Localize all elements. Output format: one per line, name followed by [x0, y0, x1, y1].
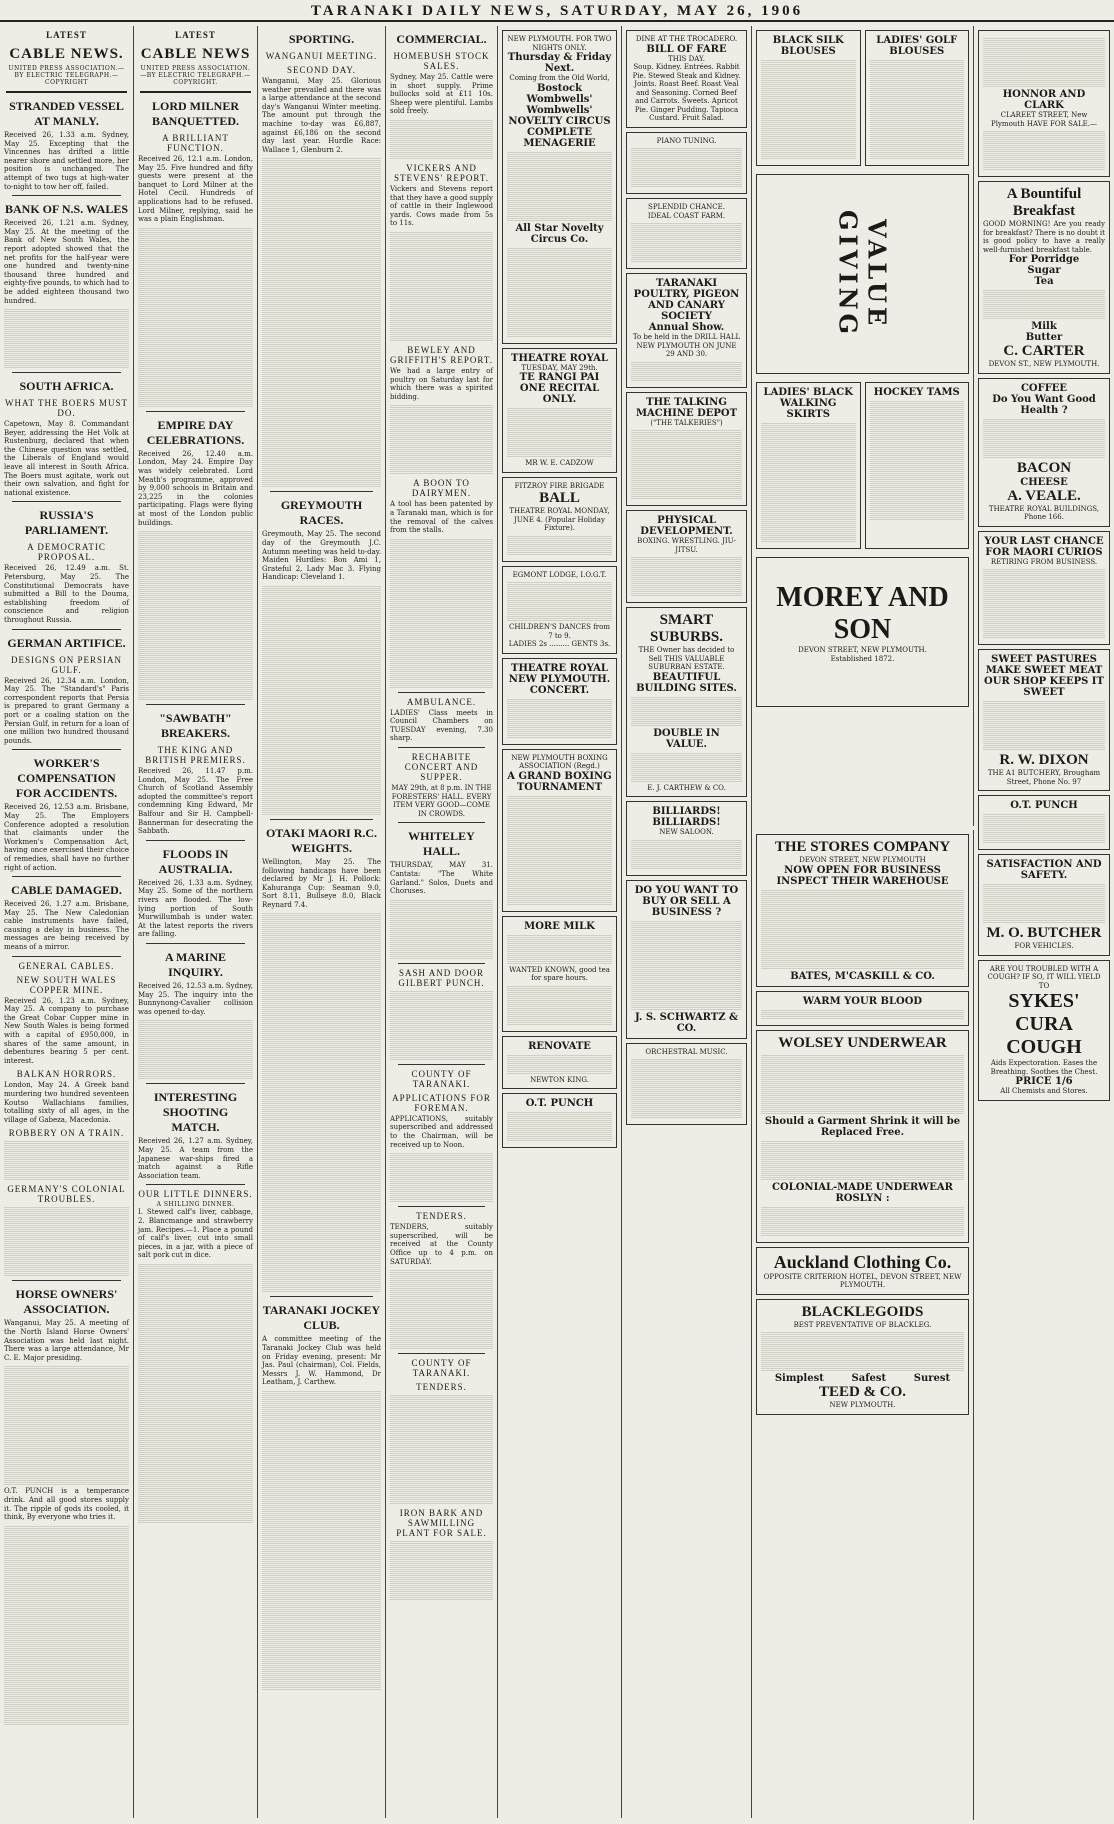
ad-honnor-clark	[978, 30, 1110, 177]
ad-theatre-royal	[502, 348, 617, 473]
blacklegoids-sub: BEST PREVENTATIVE OF BLACKLEG.	[793, 1320, 932, 1329]
sykes-price: PRICE 1/6	[1015, 1076, 1073, 1087]
farm-ideal: IDEAL COAST FARM.	[647, 211, 726, 220]
ad-tenders: TENDERS, suitably superscribed, will be received at the County Office up to 4 p.m. on SATURDAY.	[390, 1223, 493, 1266]
smart-beautiful: BEAUTIFUL BUILDING SITES.	[636, 671, 737, 694]
heading-latest-2: LATEST	[175, 30, 216, 40]
heading-vickers: VICKERS AND STEVENS' REPORT.	[394, 162, 489, 183]
heading-south-africa: SOUTH AFRICA.	[19, 379, 114, 394]
ad-auckland-clothing	[756, 1247, 969, 1295]
circus-menagerie: COMPLETE MENAGERIE	[523, 126, 596, 149]
heading-robbery: ROBBERY ON A TRAIN.	[8, 1128, 125, 1139]
heading-workers: WORKER'S COMPENSATION FOR ACCIDENTS.	[15, 756, 118, 801]
cable-subtitle-2: UNITED PRESS ASSOCIATION.—BY ELECTRIC TELEGRAPH.—COPYRIGHT.	[140, 65, 251, 86]
ball-brigade: FITZROY FIRE BRIGADE	[514, 481, 605, 490]
stores-address: DEVON STREET, NEW PLYMOUTH	[799, 856, 926, 864]
auckland-address: OPPOSITE CRITERION HOTEL, DEVON STREET, NEW PLYMOUTH.	[763, 1272, 962, 1289]
ad-poultry-show	[626, 273, 747, 388]
physical-sub: BOXING. WRESTLING. JIU-JITSU.	[637, 537, 736, 554]
dixon-title: R. W. DIXON	[999, 752, 1089, 768]
billiards-saloon: NEW SALOON.	[659, 828, 714, 836]
heading-sash: SASH AND DOOR GILBERT PUNCH.	[398, 967, 485, 988]
breakfast-milk: Milk	[1031, 321, 1057, 332]
article-otaki: Wellington, May 25. The following handicaps have been declared by Mr J. H. Pollock: Kahuranga Cup: Seaman 9.0, Sort 8.11, Bullseye 8.0, Black Reynard 7.4.	[262, 857, 381, 909]
carter-title: C. CARTER	[1003, 343, 1085, 359]
column-7	[752, 26, 974, 826]
boxing-title: A GRAND BOXING TOURNAMENT	[507, 770, 612, 793]
theatre-onenight: ONE RECITAL ONLY.	[519, 383, 600, 405]
article-stock-sales: Sydney, May 25. Cattle were in short supply. Prime bullocks sold at £11 10s. Sheep were plentiful. Lambs sold freely.	[390, 73, 493, 116]
skirts-title: LADIES' BLACK WALKING SKIRTS	[763, 387, 853, 420]
heading-balkan: BALKAN HORRORS.	[16, 1069, 117, 1080]
punch-title-col8: O.T. PUNCH	[1010, 800, 1078, 811]
heading-tenders: TENDERS.	[416, 1211, 467, 1222]
ad-foreman: APPLICATIONS, suitably superscribed and addressed to the Chairman, will be received up to Noon.	[390, 1114, 493, 1149]
health-title: Do You Want Good Health ?	[992, 393, 1096, 416]
ad-health	[978, 378, 1110, 527]
heading-bank: BANK OF N.S. WALES	[4, 202, 129, 217]
article-cable-damaged: Received 26, 1.27 a.m. Brisbane, May 25. The New Caledonian cable instruments have failed, causing a delay in business. The messages are being received by means of a mirror.	[4, 900, 129, 952]
article-marine: Received 26, 12.53 a.m. Sydney, May 25. The inquiry into the Bunnynong-Cavalier collision was opened to-day.	[138, 982, 253, 1016]
ad-walking-skirts	[756, 382, 861, 549]
heading-stranded: STRANDED VESSEL AT MANLY.	[9, 99, 124, 128]
heading-floods: FLOODS IN AUSTRALIA.	[158, 846, 233, 876]
heading-cable-news: CABLE NEWS.	[9, 46, 124, 62]
value-giving-text: VALUE GIVING	[833, 209, 892, 338]
sykes-benefits: Aids Expectoration. Eases the Breathing. Soothes the Chest.	[990, 1059, 1098, 1076]
ad-wolsey	[756, 1030, 969, 1243]
article-jockey-club: A committee meeting of the Taranaki Jockey Club was held on Friday evening, present: Mr Jas. Paul (chairman), Col. Fields, Messrs J. W. Hammond, Dr Leatham, J. Carthew.	[262, 1335, 381, 1387]
article-workers: Received 26, 12.53 a.m. Brisbane, May 25. The Employers Conference adopted a resolution that claimants under the Workmen's Compensation Act, having once exercised their choice of remedies, shall have no further right of action.	[4, 803, 129, 872]
heading-dairymen: A BOON TO DAIRYMEN.	[411, 478, 472, 499]
article-floods: Received 26, 1.33 a.m. Sydney, May 25. Some of the northern rivers are flooded. The low-lying portion of South Murwillumbah is under water. At the latest reports the rivers are falling.	[138, 878, 253, 939]
column-6	[622, 26, 752, 1818]
circus-allstar: All Star Novelty Circus Co.	[515, 222, 604, 245]
teed-title: TEED & CO.	[818, 1384, 907, 1400]
theatre-date: TUESDAY, MAY 29th.	[521, 363, 598, 372]
column-7-lower	[752, 830, 974, 1820]
colonial-title: COLONIAL-MADE UNDERWEAR	[772, 1181, 953, 1193]
article-vickers: Vickers and Stevens report that they have a good supply of cattle in their Inglewood yards. Cows made from 5s to 11s.	[390, 184, 493, 228]
silk-blouses-title: BLACK SILK BLOUSES	[772, 35, 844, 57]
milk-wanted: WANTED KNOWN, good tea for spare hours.	[509, 965, 610, 982]
business-schwartz: J. S. SCHWARTZ & CO.	[634, 1011, 739, 1034]
wolsey-shrink: Should a Garment Shrink it will be Replaced Free.	[764, 1115, 961, 1138]
poultry-title: TARANAKI POULTRY, PIGEON AND CANARY SOCIETY	[633, 278, 740, 322]
heading-commercial: COMMERCIAL.	[396, 32, 487, 46]
sweet-pastures: SWEET PASTURES MAKE SWEET MEAT	[985, 654, 1103, 676]
ad-circus	[502, 30, 617, 344]
heading-cable-damaged: CABLE DAMAGED.	[11, 883, 122, 898]
article-wanganui: Wanganui, May 25. Glorious weather prevailed and there was a large attendance at the second day's Wanganui Winter meeting. The amount put through the machine to-day was £6,887, against £6,186 on the second day last year. Hurdle Race: Wallace 1, Glenburn 2.	[262, 77, 381, 154]
ad-blacklegoids	[756, 1299, 969, 1415]
ad-punch-col8	[978, 795, 1110, 850]
ad-trocadero	[626, 30, 747, 128]
heading-horse: HORSE OWNERS' ASSOCIATION.	[15, 1287, 118, 1317]
article-bewley: We had a large entry of poultry on Saturday last for which there was a spirited bidding.	[390, 366, 493, 401]
orchestral-title: ORCHESTRAL MUSIC.	[645, 1047, 728, 1056]
farm-splendid: SPLENDID CHANCE.	[648, 203, 725, 211]
subheading-lord-milner: A BRILLIANT FUNCTION.	[162, 133, 229, 153]
breakfast-title: A Bountiful Breakfast	[1006, 186, 1082, 219]
concert-theatre: THEATRE ROYAL NEW PLYMOUTH.	[508, 662, 611, 685]
ad-stores-company	[756, 834, 969, 987]
ad-maori-curios	[978, 531, 1110, 646]
ad-boxing	[502, 749, 617, 912]
business-title: DO YOU WANT TO BUY OR SELL A BUSINESS ?	[634, 884, 739, 918]
wolsey-title: WOLSEY UNDERWEAR	[778, 1034, 947, 1051]
ad-punch-col5	[502, 1093, 617, 1148]
butcher-sub: FOR VEHICLES.	[1014, 942, 1074, 950]
heading-foreman: APPLICATIONS FOR FOREMAN.	[392, 1092, 491, 1113]
article-dairymen: A tool has been patented by a Taranaki man, which is for the removal of the calves from the stalls.	[390, 500, 493, 535]
smart-double: DOUBLE IN VALUE.	[653, 727, 720, 750]
heading-county: COUNTY OF TARANAKI.	[411, 1068, 472, 1089]
bill-menu: Soup. Kidney. Entrées. Rabbit Pie. Stewed Steak and Kidney. Joints. Roast Beef. Roast Veal and Seasoning. Corned Beef and Carrots. Sweets. Apricot Pie. Ginger Pudding. Tapioca Custard. Fruit Salad.	[632, 63, 741, 122]
ball-title: BALL	[539, 490, 580, 506]
heading-greymouth: GREYMOUTH RACES.	[280, 498, 363, 528]
ad-warm-blood	[756, 991, 969, 1026]
column-4	[386, 26, 498, 1818]
ad-hockey-tams	[865, 382, 970, 549]
hockey-title: HOCKEY TAMS	[873, 387, 960, 398]
heading-jockey-club: TARANAKI JOCKEY CLUB.	[262, 1303, 381, 1333]
ad-more-milk	[502, 916, 617, 1032]
heading-stock-sales: HOMEBUSH STOCK SALES.	[393, 51, 490, 71]
bates-title: BATES, M'CASKILL & CO.	[790, 970, 935, 982]
heading-marine: A MARINE INQUIRY.	[164, 950, 226, 979]
ad-morey	[756, 557, 969, 707]
bill-title: BILL OF FARE	[646, 43, 727, 55]
veale-address: THEATRE ROYAL BUILDINGS, Phone 166.	[988, 504, 1100, 521]
masthead: TARANAKI DAILY NEWS, SATURDAY, MAY 26, 1906	[0, 0, 1114, 22]
theatre-tepai: TE RANGI PAI	[519, 372, 600, 383]
piano-title: PIANO TUNING.	[656, 136, 717, 145]
heading-ambulance: AMBULANCE.	[406, 696, 477, 707]
breakfast-tea: Tea	[1034, 276, 1054, 287]
lodge-childrens: CHILDREN'S DANCES from 7 to 9.	[508, 623, 610, 640]
veale-title: A. VEALE.	[1007, 487, 1081, 504]
theatre-title: THEATRE ROYAL	[511, 352, 608, 364]
circus-novelty: NOVELTY CIRCUS	[508, 115, 611, 127]
morey-address: DEVON STREET, NEW PLYMOUTH.	[798, 646, 927, 654]
talking-sub: ("THE TALKERIES")	[650, 418, 723, 427]
heading-sporting: SPORTING.	[288, 32, 355, 46]
circus-dates: Thursday & Friday Next.	[507, 52, 612, 74]
smart-text: THE Owner has decided to Sell THIS VALUABLE SUBURBAN ESTATE.	[638, 646, 735, 671]
heading-county-2: COUNTY OF TARANAKI.	[411, 1358, 472, 1379]
heading-empire-day: EMPIRE DAY CELEBRATIONS.	[146, 417, 245, 447]
heading-second-day: SECOND DAY.	[286, 65, 357, 75]
ad-dixon	[978, 649, 1110, 791]
ball-details: THEATRE ROYAL MONDAY, JUNE 4. (Popular Holiday Fixture).	[509, 507, 610, 532]
ad-smart-suburbs	[626, 607, 747, 797]
column-3	[258, 26, 386, 1818]
poultry-annual: Annual Show.	[648, 322, 725, 333]
roslyn-title: ROSLYN :	[835, 1192, 890, 1204]
coffee-label: COFFEE	[1020, 382, 1068, 394]
ad-orchestral	[626, 1043, 747, 1126]
heading-general-cables: GENERAL CABLES.	[18, 960, 115, 971]
trocadero-title: DINE AT THE TROCADERO.	[635, 35, 738, 43]
breakfast-butter: Butter	[1025, 332, 1063, 343]
bacon-title: BACON	[1016, 459, 1072, 476]
article-horse: Wanganui, May 25. A meeting of the North Island Horse Owners' Association was held last night. There was a large attendance, Mr C. E. Major presiding.	[4, 1319, 129, 1362]
sykes-question: ARE YOU TROUBLED WITH A COUGH? IF SO, IT WILL YIELD TO	[987, 964, 1101, 990]
heading-shooting: INTERESTING SHOOTING MATCH.	[153, 1090, 238, 1135]
ad-billiards	[626, 801, 747, 876]
heading-russia: RUSSIA'S PARLIAMENT.	[24, 508, 109, 538]
heading-germany: GERMANY'S COLONIAL TROUBLES.	[7, 1184, 126, 1205]
circus-coming: Coming from the Old World,	[509, 74, 610, 82]
breakfast-sugar: Sugar	[1027, 265, 1061, 276]
concert-title: CONCERT.	[529, 684, 590, 696]
heading-sawbath: "SAWBATH" BREAKERS.	[159, 711, 232, 741]
blacklegoids-safest: Safest	[851, 1373, 887, 1384]
heading-wanganui: WANGANUI MEETING.	[265, 51, 378, 61]
heading-latest: LATEST	[46, 30, 87, 40]
butcher-title: M. O. BUTCHER	[986, 925, 1102, 941]
article-south-africa: Capetown, May 8. Commandant Beyer, addressing the Het Volk at Rustenburg, declared that when the Chinese question was settled, the Liberals of England would leave all interest in South Africa. The Boers must agitate, work out their own salvation, and fight for national existence.	[4, 420, 129, 497]
honnor-title: HONNOR AND CLARK	[1002, 89, 1086, 111]
article-copper: Received 26, 1.23 a.m. Sydney, May 25. A company to purchase the Great Cobar Copper mine in New South Wales is being formed with a capital of £950,000, in shares of the same amount, in debentures bearing 5 per cent. interest.	[4, 996, 129, 1065]
heading-bewley: BEWLEY AND GRIFFITH'S REPORT.	[390, 344, 493, 365]
cheese-label: CHEESE	[1020, 476, 1068, 488]
column-2	[134, 26, 258, 1818]
blacklegoids-title: BLACKLEGOIDS	[801, 1303, 924, 1320]
ad-physical	[626, 510, 747, 603]
renovate-title: RENOVATE	[528, 1040, 591, 1052]
auckland-title: Auckland Clothing Co.	[773, 1251, 952, 1272]
stores-title: THE STORES COMPANY	[774, 839, 951, 855]
article-empire-day: Received 26, 12.40 a.m. London, May 24. Empire Day was widely celebrated. Lord Meath's programme, approved by 9,000 schools in Britain and 23,225 in the colonies participating. Flags were flying at most of the London public buildings.	[138, 449, 253, 527]
heading-dinners: OUR LITTLE DINNERS.	[138, 1189, 253, 1200]
column-5	[498, 26, 622, 1818]
heading-otaki: OTAKI MAORI R.C. WEIGHTS.	[265, 825, 378, 855]
theatre-cadzow: MR W. E. CADZOW	[525, 459, 594, 467]
stores-inspect: INSPECT THEIR WAREHOUSE	[776, 875, 949, 887]
subheading-dinners: A SHILLING DINNER.	[156, 1201, 235, 1209]
bill-subtitle: THIS DAY.	[668, 54, 705, 63]
ad-silk-blouses	[756, 30, 861, 166]
subheading-german: DESIGNS ON PERSIAN GULF.	[10, 654, 122, 675]
ad-piano	[626, 132, 747, 195]
talking-title: THE TALKING MACHINE DEPOT	[635, 396, 738, 419]
heading-lord-milner: LORD MILNER BANQUETTED.	[151, 99, 240, 128]
column-1	[0, 26, 134, 1818]
ad-lodge	[502, 566, 617, 654]
ad-farm	[626, 198, 747, 269]
article-russia: Received 26, 12.49 a.m. St. Petersburg, May 25. The Constitutional Democrats have submitted a Bill to the Douma, establishing freedom of conscience and religion throughout Russia.	[4, 564, 129, 624]
cable-subtitle: UNITED PRESS ASSOCIATION.—BY ELECTRIC TELEGRAPH.—COPYRIGHT	[8, 65, 125, 86]
sykes-title: SYKES' CURA COUGH	[1006, 990, 1082, 1058]
heading-tenders-2: TENDERS.	[416, 1382, 467, 1393]
subheading-sawbath: THE KING AND BRITISH PREMIERS.	[145, 745, 246, 766]
article-dinners: I. Stewed calf's liver, cabbage, 2. Blancmange and strawberry jam. Recipes.—1. Place a pound of calf's liver, cut into small pieces, in a jar, with a piece of salt pork cut in dice.	[138, 1208, 253, 1260]
ad-value-giving	[756, 174, 969, 374]
golf-blouses-title: LADIES' GOLF BLOUSES	[876, 35, 958, 57]
satisfaction-title: SATISFACTION AND SAFETY.	[986, 859, 1102, 881]
lodge-title: EGMONT LODGE, I.O.G.T.	[512, 570, 607, 579]
article-greymouth: Greymouth, May 25. The second day of the Greymouth J.C. Autumn meeting was held to-day. Maiden Hurdles: Bon Ami 1, Grateful 2, Lady Mac 3. Flying Handicap: Cleveland 1.	[262, 530, 381, 582]
breakfast-text: GOOD MORNING! Are you ready for breakfast? There is no doubt it is good policy to have a really well-furnished breakfast table.	[983, 220, 1105, 254]
physical-title: PHYSICAL DEVELOPMENT.	[640, 515, 733, 537]
ad-renovate	[502, 1036, 617, 1090]
carter-address: DEVON ST., NEW PLYMOUTH.	[988, 360, 1100, 368]
teed-address: NEW PLYMOUTH.	[829, 1401, 896, 1409]
blacklegoids-simplest: Simplest	[774, 1373, 824, 1384]
billiards-title: BILLIARDS! BILLIARDS!	[652, 806, 721, 828]
subheading-south-africa: WHAT THE BOERS MUST DO.	[5, 398, 128, 419]
morey-established: Established 1872.	[830, 654, 895, 663]
heading-copper: NEW SOUTH WALES COPPER MINE.	[16, 974, 117, 995]
boxing-assoc: NEW PLYMOUTH BOXING ASSOCIATION (Regd.)	[511, 753, 608, 770]
sykes-stockists: All Chemists and Stores.	[1000, 1087, 1088, 1095]
renovate-newton: NEWTON KING.	[530, 1075, 589, 1084]
ad-whiteley: THURSDAY, MAY 31. Cantata: "The White Garland." Solos, Duets and Choruses.	[390, 861, 493, 896]
honnor-text: CLAREET STREET, New Plymouth HAVE FOR SALE.—	[991, 111, 1097, 128]
ad-concert	[502, 658, 617, 745]
heading-german: GERMAN ARTIFICE.	[7, 635, 126, 650]
article-balkan: London, May 24. A Greek band murdering two hundred seventeen Koutso Wallachians families, totalling sixty of all ages, in the village of Gabeza, Macedonia.	[4, 1081, 129, 1124]
circus-wombwell: Wombwells' Wombwells'	[526, 93, 593, 116]
lodge-prices: LADIES 2s ......... GENTS 3s.	[508, 640, 611, 648]
heading-iron-bark: IRON BARK AND SAWMILLING PLANT FOR SALE.	[396, 1508, 487, 1539]
breakfast-porridge: For Porridge	[1008, 254, 1080, 265]
ad-ambulance: LADIES' Class meets in Council Chambers on TUESDAY evening, 7.30 sharp.	[390, 708, 493, 743]
article-sawbath: Received 26, 11.47 p.m. London, May 25. The Free Church of Scotland Assembly adopted the committee's report condemning King Edward, Mr Balfour and Sir H. Campbell-Bannerman for desecrating the Sabbath.	[138, 767, 253, 836]
article-german: Received 26, 12.34 a.m. London, May 25. The "Standard's" Paris correspondent reports that Persia is prepared to grant Germany a port or a coaling station on the Persian Gulf, in return for a loan of one million two hundred thousand pounds.	[4, 676, 129, 745]
column-8	[974, 26, 1114, 1818]
milk-title: MORE MILK	[524, 920, 595, 932]
heading-whiteley: WHITELEY HALL.	[408, 829, 475, 859]
circus-bostock: Bostock	[536, 82, 583, 94]
poultry-details: To be held in the DRILL HALL NEW PLYMOUTH ON JUNE 29 AND 30.	[632, 333, 741, 358]
subheading-russia: A DEMOCRATIC PROPOSAL.	[27, 542, 106, 563]
article-bank: Received 26, 1.21 a.m. Sydney, May 25. At the meeting of the Bank of New South Wales, the report adopted showed that the net profits for the half-year were one hundred and twenty-nine thousand three hundred and eighty-five pounds, to which had to be added eighteen thousand two hundred.	[4, 219, 129, 305]
article-stranded: Received 26, 1.33 a.m. Sydney, May 25. Excepting that the Vincennes has drifted a little nearer shore and settled more, her position is unchanged. The attempt of two tugs at high-water to-night to tow her off, failed.	[4, 131, 129, 191]
ad-talking-machine	[626, 392, 747, 507]
heading-rechabite: RECHABITE CONCERT AND SUPPER.	[404, 752, 479, 783]
article-shooting: Received 26, 1.27 a.m. Sydney, May 25. A team from the Japanese war-ships fired a match against a Rifle Association team.	[138, 1137, 253, 1180]
ad-punch-verse: O.T. PUNCH is a temperance drink. And all good stores supply it. The ripple of gods its cooled, it think, By everyone who tries it.	[4, 1487, 129, 1522]
ad-fire-brigade-ball	[502, 477, 617, 562]
ad-breakfast	[978, 181, 1110, 374]
curios-sub: RETIRING FROM BUSINESS.	[990, 557, 1098, 566]
smart-title: SMART SUBURBS.	[650, 612, 723, 645]
stores-open: NOW OPEN FOR BUSINESS	[784, 864, 941, 876]
smart-carthew: E. J. CARTHEW & CO.	[647, 783, 726, 792]
warm-title: WARM YOUR BLOOD	[802, 995, 923, 1007]
ad-business	[626, 880, 747, 1039]
blacklegoids-surest: Surest	[913, 1373, 951, 1384]
ad-rechabite: MAY 29th, at 8 p.m. IN THE FORESTERS' HALL. EVERY ITEM VERY GOOD—COME IN CROWDS.	[391, 784, 492, 818]
curios-title: YOUR LAST CHANCE FOR MAORI CURIOS	[984, 535, 1104, 558]
shop-keeps: OUR SHOP KEEPS IT SWEET	[984, 676, 1104, 698]
punch-title-col5: O.T. PUNCH	[525, 1098, 594, 1109]
circus-header: NEW PLYMOUTH. FOR TWO NIGHTS ONLY.	[507, 35, 612, 52]
article-lord-milner: Received 26, 12.1 a.m. London, May 25. Five hundred and fifty guests were present at the banquet to Lord Milner at the Hotel Cecil. Hundreds of applications had to be refused. Lord Milner, replying, said he was a plain Englishman.	[138, 155, 253, 224]
ad-butcher	[978, 854, 1110, 956]
heading-cable-news-2: CABLE NEWS	[140, 46, 251, 62]
ad-golf-blouses	[865, 30, 970, 166]
morey-title: MOREY AND SON	[776, 582, 949, 645]
ad-sykes	[978, 960, 1110, 1101]
dixon-address: THE A1 BUTCHERY, Brougham Street, Phone No. 97	[987, 769, 1101, 786]
